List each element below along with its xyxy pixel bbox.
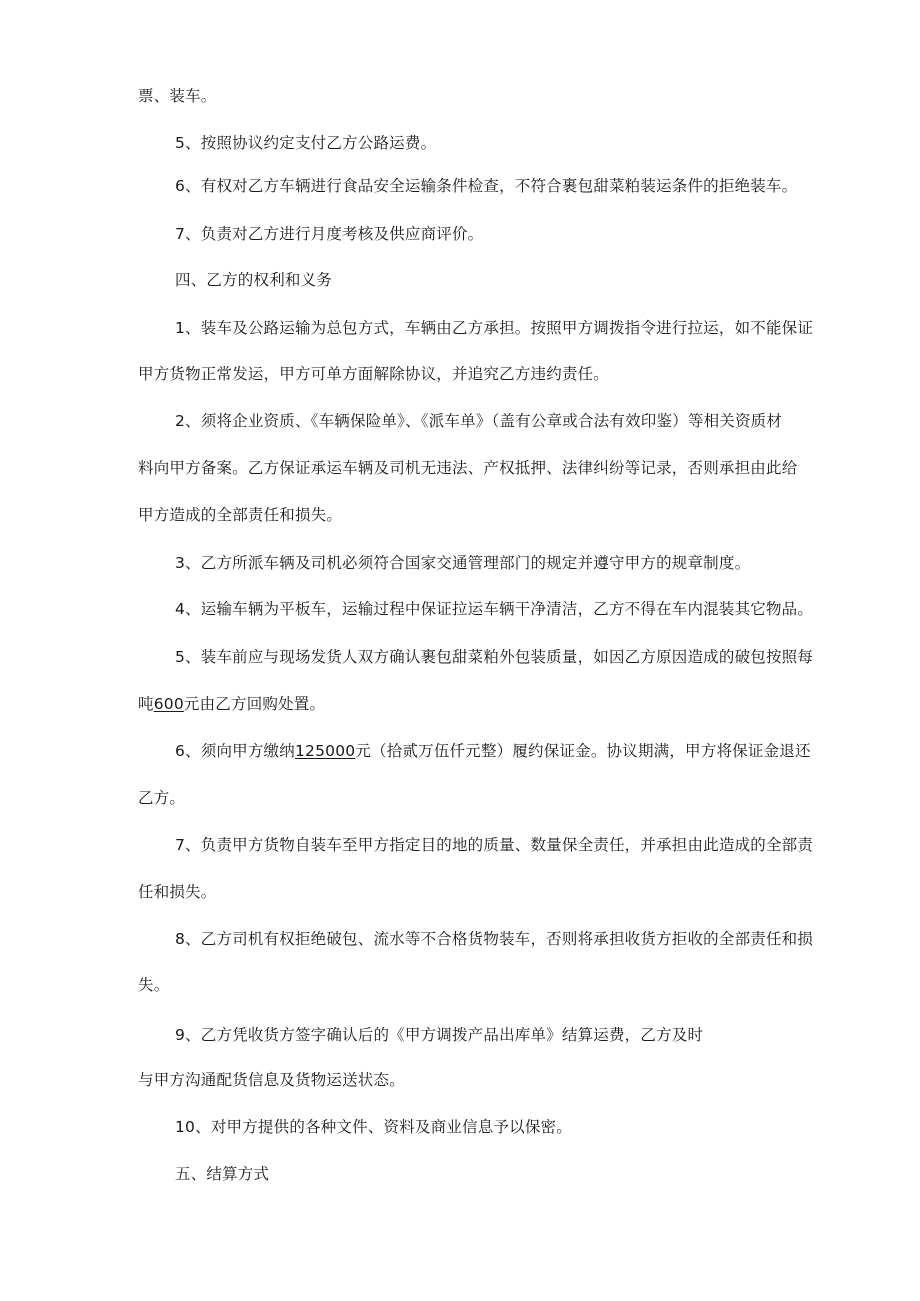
paragraph-line: 7、负责对乙方进行月度考核及供应商评价。 [175,225,484,243]
deposit-amount: 125000 [294,742,356,760]
section-heading: 五、结算方式 [175,1165,270,1183]
paragraph-line: 任和损失。 [138,883,217,901]
paragraph-line: 甲方货物正常发运，甲方可单方面解除协议，并追究乙方违约责任。 [138,365,610,383]
paragraph-line: 10、对甲方提供的各种文件、资料及商业信息予以保密。 [175,1118,572,1136]
paragraph-line: 4、运输车辆为平板车，运输过程中保证拉运车辆干净清洁，乙方不得在车内混装其它物品。 [175,600,814,618]
paragraph-line: 甲方造成的全部责任和损失。 [138,506,343,524]
paragraph-line [175,741,811,761]
paragraph-line: 3、乙方所派车辆及司机必须符合国家交通管理部门的规定并遵守甲方的规章制度。 [175,554,751,572]
paragraph-line: 2、须将企业资质、《车辆保险单》、《派车单》（盖有公章或合法有效印鉴）等相关资质材 [175,412,783,430]
ton-price: 600 [153,695,184,713]
paragraph-line: 5、按照协议约定支付乙方公路运费。 [175,134,437,152]
paragraph-line: 8、乙方司机有权拒绝破包、流水等不合格货物装车，否则将承担收货方拒收的全部责任和损 [175,930,814,948]
paragraph-line [138,694,325,714]
ton-prefix: 吨 [138,695,154,713]
deposit-prefix: 6、须向甲方缴纳 [175,742,295,760]
paragraph-line: 6、有权对乙方车辆进行食品安全运输条件检查，不符合裹包甜菜粕装运条件的拒绝装车。 [175,177,798,195]
paragraph-line: 失。 [138,976,170,994]
ton-price-suffix: 元由乙方回购处置。 [183,695,326,713]
paragraph-line: 料向甲方备案。乙方保证承运车辆及司机无违法、产权抵押、法律纠纷等记录，否则承担由此给 [138,459,798,477]
paragraph-line: 1、装车及公路运输为总包方式，车辆由乙方承担。按照甲方调拨指令进行拉运，如不能保证 [175,319,814,337]
paragraph-line: 乙方。 [138,789,186,807]
paragraph-line: 与甲方沟通配货信息及货物运送状态。 [138,1071,405,1089]
paragraph-line: 5、装车前应与现场发货人双方确认裹包甜菜粕外包装质量，如因乙方原因造成的破包按照每 [175,648,814,666]
paragraph-line: 9、乙方凭收货方签字确认后的《甲方调拨产品出库单》结算运费，乙方及时 [175,1026,704,1044]
paragraph-line: 7、负责甲方货物自装车至甲方指定目的地的质量、数量保全责任，并承担由此造成的全部责 [175,836,814,854]
deposit-suffix: 元（拾贰万伍仟元整）履约保证金。协议期满，甲方将保证金退还 [355,742,811,760]
section-heading: 四、乙方的权利和义务 [175,271,333,289]
paragraph-line: 票、装车。 [138,87,217,105]
